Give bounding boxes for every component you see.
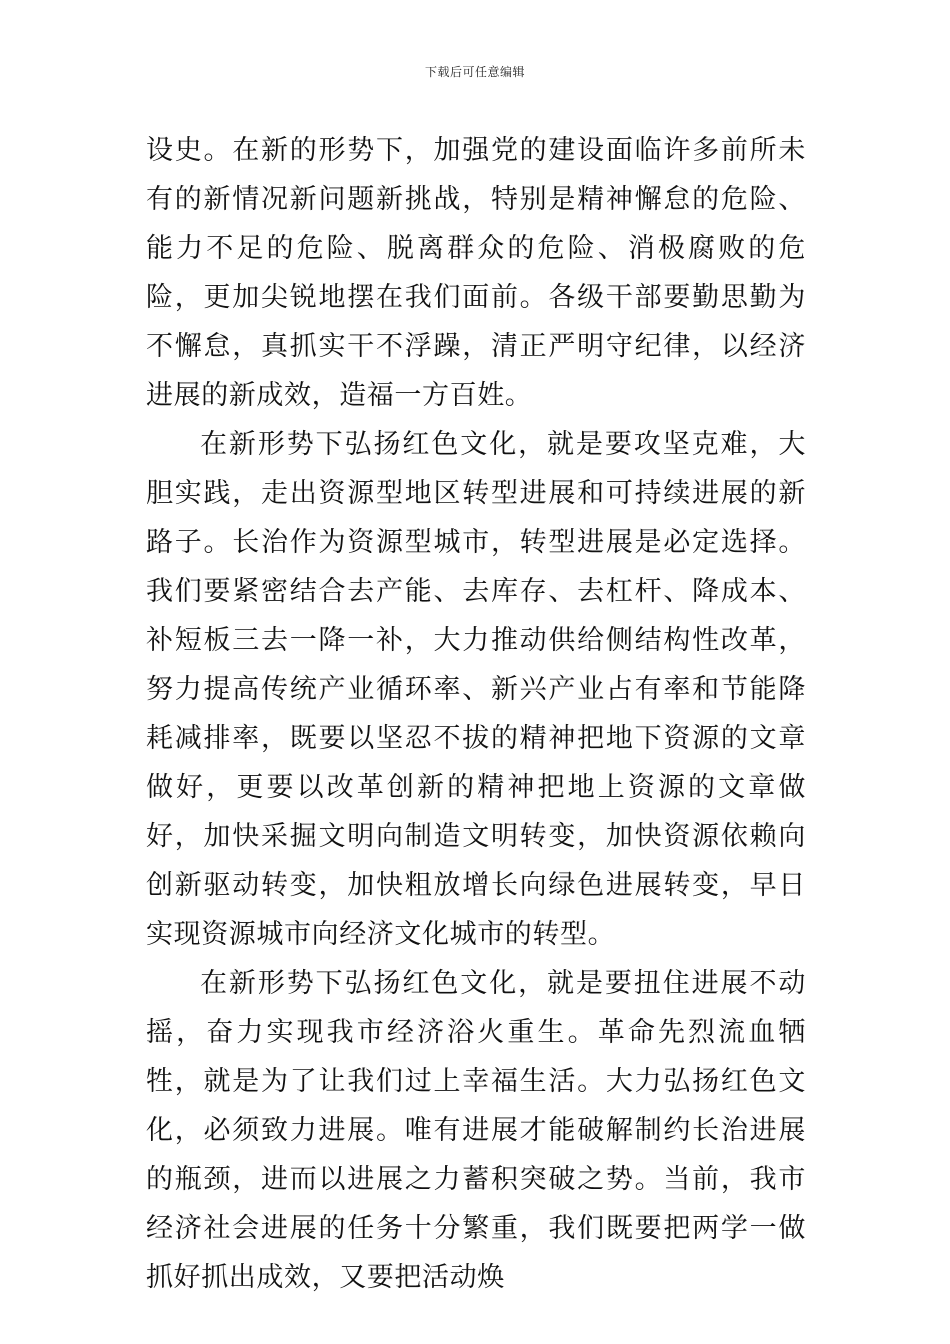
paragraph-3: 在新形势下弘扬红色文化，就是要扭住进展不动摇，奋力实现我市经济浴火重生。革命先烈流血牺牲，就是为了让我们过上幸福生活。大力弘扬红色文化，必须致力进展。唯有进展才能破解制约长治进展的瓶颈，进而以进展之力蓄积突破之势。当前，我市经济社会进展的任务十分繁重，我们既要把两学一做抓好抓出成效，又要把活动焕: [146, 968, 806, 1293]
page-header: 下载后可任意编辑: [424, 65, 525, 79]
paragraph-1: 设史。在新的形势下，加强党的建设面临许多前所未有的新情况新问题新挑战，特别是精神懈怠的危险、能力不足的危险、脱离群众的危险、消极腐败的危险，更加尖锐地摆在我们面前。各级干部要勤思勤为不懈怠，真抓实干不浮躁，清正严明守纪律，以经济进展的新成效，造福一方百姓。: [146, 135, 806, 411]
document-body: [146, 126, 806, 1302]
paragraph-2: 在新形势下弘扬红色文化，就是要攻坚克难，大胆实践，走出资源型地区转型进展和可持续进展的新路子。长治作为资源型城市，转型进展是必定选择。我们要紧密结合去产能、去库存、去杠杆、降成本、补短板三去一降一补，大力推动供给侧结构性改革，努力提高传统产业循环率、新兴产业占有率和节能降耗减排率，既要以坚忍不拔的精神把地下资源的文章做好，更要以改革创新的精神把地上资源的文章做好，加快采掘文明向制造文明转变，加快资源依赖向创新驱动转变，加快粗放增长向绿色进展转变，早日实现资源城市向经济文化城市的转型。: [146, 429, 806, 950]
